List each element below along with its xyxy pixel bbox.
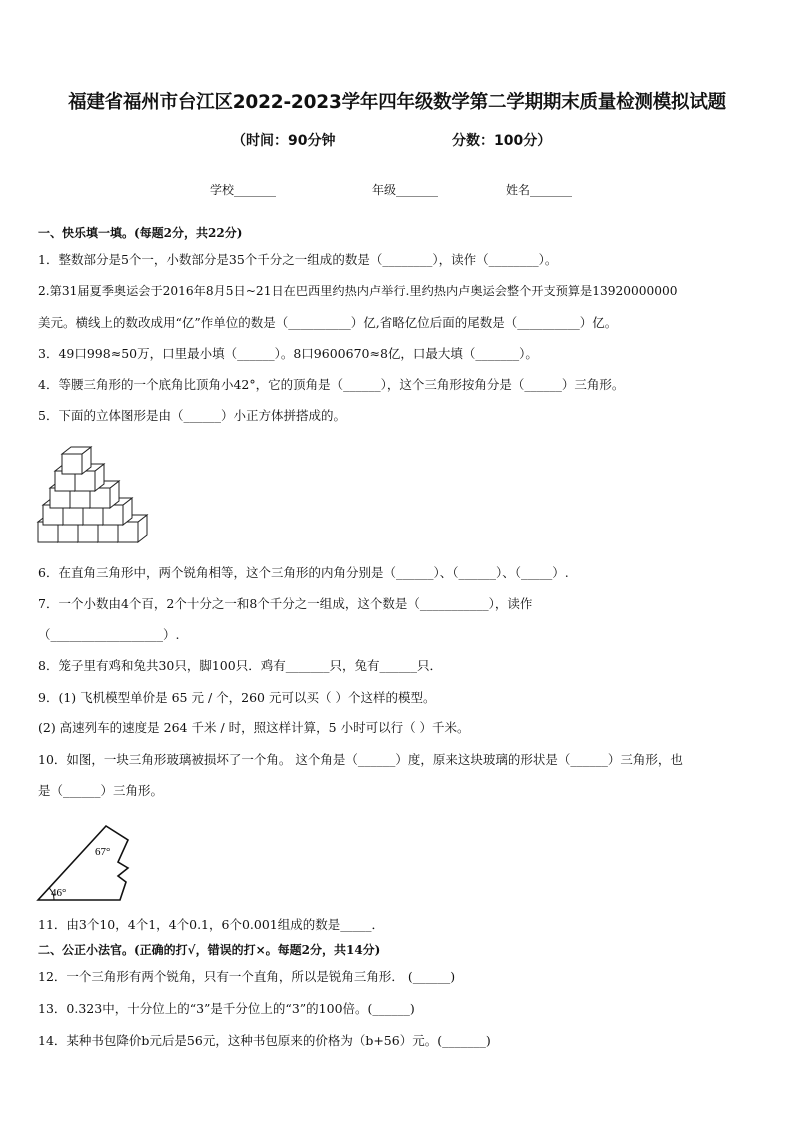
- school-field: 学校_______: [210, 183, 277, 197]
- cube-stack-figure: [36, 446, 166, 546]
- cube: [62, 447, 91, 474]
- question-9-part-2: (2) 高速列车的速度是 264 千米 / 时，照这样计算，5 小时可以行（ ）千米。: [38, 720, 470, 735]
- question-4: 4．等腰三角形的一个底角比顶角小42°，它的顶角是（______），这个三角形按角分是（______）三角形。: [38, 377, 625, 392]
- question-1: 1．整数部分是5个一，小数部分是35个千分之一组成的数是（________），读作（________）。: [38, 252, 558, 267]
- question-14: 14．某种书包降价b元后是56元，这种书包原来的价格为（b+56）元。(_______): [38, 1033, 491, 1048]
- broken-triangle-figure: [36, 822, 146, 902]
- question-13: 13．0.323中，十分位上的“3”是千分位上的“3”的100倍。(______): [38, 1001, 415, 1016]
- question-6: 6．在直角三角形中，两个锐角相等，这个三角形的内角分别是（______）、（______）、（_____）.: [38, 565, 569, 580]
- section-1-heading: 一、快乐填一填。(每题2分，共22分): [38, 226, 243, 240]
- question-7-line-2: （__________________）.: [38, 627, 180, 642]
- section-2-heading: 二、公正小法官。(正确的打√，错误的打×。每题2分，共14分): [38, 943, 381, 957]
- name-field: 姓名_______: [506, 183, 573, 197]
- total-score: 分数：100分）: [452, 133, 552, 149]
- angle-label-top: 67°: [95, 846, 111, 858]
- grade-field: 年级_______: [372, 183, 439, 197]
- time-limit: （时间：90分钟: [232, 133, 336, 149]
- question-11: 11．由3个10，4个1，4个0.1，6个0.001组成的数是_____．: [38, 917, 384, 932]
- question-2-line-2: 美元。横线上的数改成用“亿”作单位的数是（__________）亿,省略亿位后面的尾数是（__________）亿。: [38, 315, 618, 330]
- question-9-part-1: 9．(1) 飞机模型单价是 65 元 / 个，260 元可以买（ ）个这样的模型。: [38, 690, 436, 705]
- question-10-line-1: 10．如图，一块三角形玻璃被损坏了一个角。 这个角是（______）度，原来这块玻璃的形状是（______）三角形，也: [38, 752, 683, 767]
- question-2-line-1: 2.第31届夏季奥运会于2016年8月5日~21日在巴西里约热内卢举行.里约热内卢奥运会整个开支预算是13920000000: [38, 284, 678, 298]
- question-5: 5．下面的立体图形是由（______）小正方体拼搭成的。: [38, 408, 346, 423]
- question-10-line-2: 是（______）三角形。: [38, 783, 164, 798]
- question-8: 8．笼子里有鸡和兔共30只，脚100只．鸡有_______只，兔有______只．: [38, 658, 442, 673]
- page-title: 福建省福州市台江区2022-2023学年四年级数学第二学期期末质量检测模拟试题: [68, 92, 726, 113]
- question-3: 3．49口998≈50万，口里最小填（______）。8口9600670≈8亿，口最大填（_______）。: [38, 346, 538, 361]
- angle-label-left: 46°: [51, 887, 67, 899]
- question-12: 12．一个三角形有两个锐角，只有一个直角，所以是锐角三角形． (______): [38, 969, 456, 984]
- question-7-line-1: 7．一个小数由4个百，2个十分之一和8个千分之一组成，这个数是（___________），读作: [38, 596, 533, 611]
